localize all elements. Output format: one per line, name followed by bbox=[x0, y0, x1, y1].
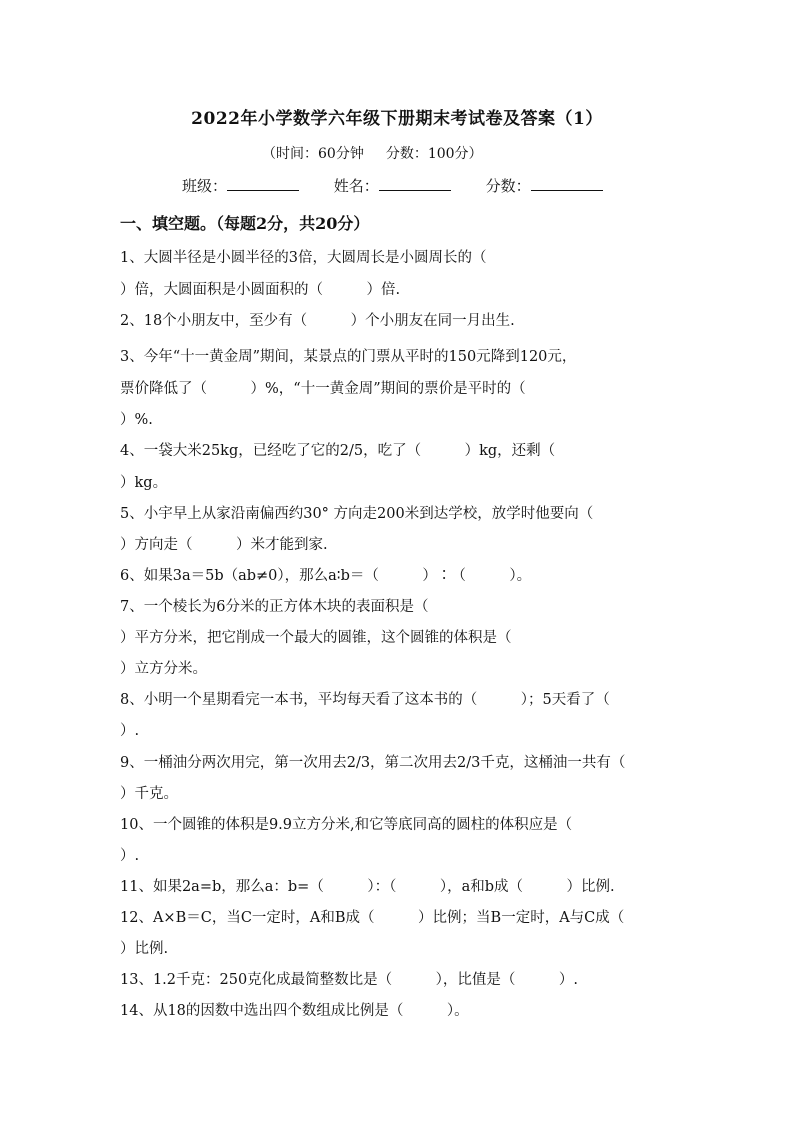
score-blank[interactable] bbox=[531, 176, 603, 191]
question-line: ）千克。 bbox=[120, 786, 178, 802]
question-line: 11、如果2a=b，那么a：b=（ ）：（ ），a和b成（ ）比例. bbox=[120, 879, 615, 895]
question-line: ）平方分米，把它削成一个最大的圆锥，这个圆锥的体积是（ bbox=[120, 630, 512, 646]
page-title: 2022年小学数学六年级下册期末考试卷及答案（1） bbox=[191, 109, 603, 129]
question-line: ）倍，大圆面积是小圆面积的（ ）倍. bbox=[120, 282, 401, 298]
question-line: ）. bbox=[120, 723, 140, 739]
question-line: ）方向走（ ）米才能到家. bbox=[120, 537, 328, 553]
score-label: 分数： bbox=[485, 177, 531, 195]
question-line: 票价降低了（ ）%，“十一黄金周”期间的票价是平时的（ bbox=[120, 381, 526, 397]
question-line: 5、小宇早上从家沿南偏西约30° 方向走200米到达学校，放学时他要向（ bbox=[120, 506, 594, 522]
question-line: 1、大圆半径是小圆半径的3倍，大圆周长是小圆周长的（ bbox=[120, 250, 487, 266]
question-line: ）立方分米。 bbox=[120, 661, 207, 677]
question-line: 8、小明一个星期看完一本书，平均每天看了这本书的（ ）；5天看了（ bbox=[120, 692, 610, 708]
question-line: 13、1.2千克：250克化成最简整数比是（ ），比值是（ ）. bbox=[120, 972, 579, 988]
name-blank[interactable] bbox=[379, 176, 451, 191]
question-line: ）%. bbox=[120, 412, 153, 428]
question-line: 6、如果3a＝5b（ab≠0），那么a∶b＝（ ）∶（ ）。 bbox=[120, 568, 532, 584]
question-line: 4、一袋大米25kg，已经吃了它的2/5，吃了（ ）kg，还剩（ bbox=[120, 443, 556, 459]
exam-meta bbox=[262, 143, 483, 163]
question-line: ）比例. bbox=[120, 941, 169, 957]
name-label: 姓名： bbox=[333, 177, 379, 195]
question-line: ）kg。 bbox=[120, 475, 168, 491]
question-line: 2、18个小朋友中，至少有（ ）个小朋友在同一月出生. bbox=[120, 313, 515, 329]
question-line: 3、今年“十一黄金周”期间，某景点的门票从平时的150元降到120元， bbox=[120, 349, 577, 365]
total-score: 分数：100分） bbox=[385, 146, 483, 162]
question-line: ）. bbox=[120, 848, 140, 864]
class-label: 班级： bbox=[182, 177, 228, 195]
section-heading: 一、填空题。（每题2分，共20分） bbox=[120, 214, 370, 233]
time-limit: （时间：60分钟 bbox=[262, 146, 364, 162]
question-line: 14、从18的因数中选出四个数组成比例是（ ）。 bbox=[120, 1003, 469, 1019]
question-line: 9、一桶油分两次用完，第一次用去2/3，第二次用去2/3千克，这桶油一共有（ bbox=[120, 755, 626, 771]
question-line: 7、一个棱长为6分米的正方体木块的表面积是（ bbox=[120, 599, 429, 615]
class-blank[interactable] bbox=[227, 176, 299, 191]
question-line: 12、A×B＝C，当C一定时，A和B成（ ）比例；当B一定时，A与C成（ bbox=[120, 910, 625, 926]
question-line: 10、一个圆锥的体积是9.9立方分米,和它等底同高的圆柱的体积应是（ bbox=[120, 817, 573, 833]
student-info-row bbox=[182, 175, 633, 196]
